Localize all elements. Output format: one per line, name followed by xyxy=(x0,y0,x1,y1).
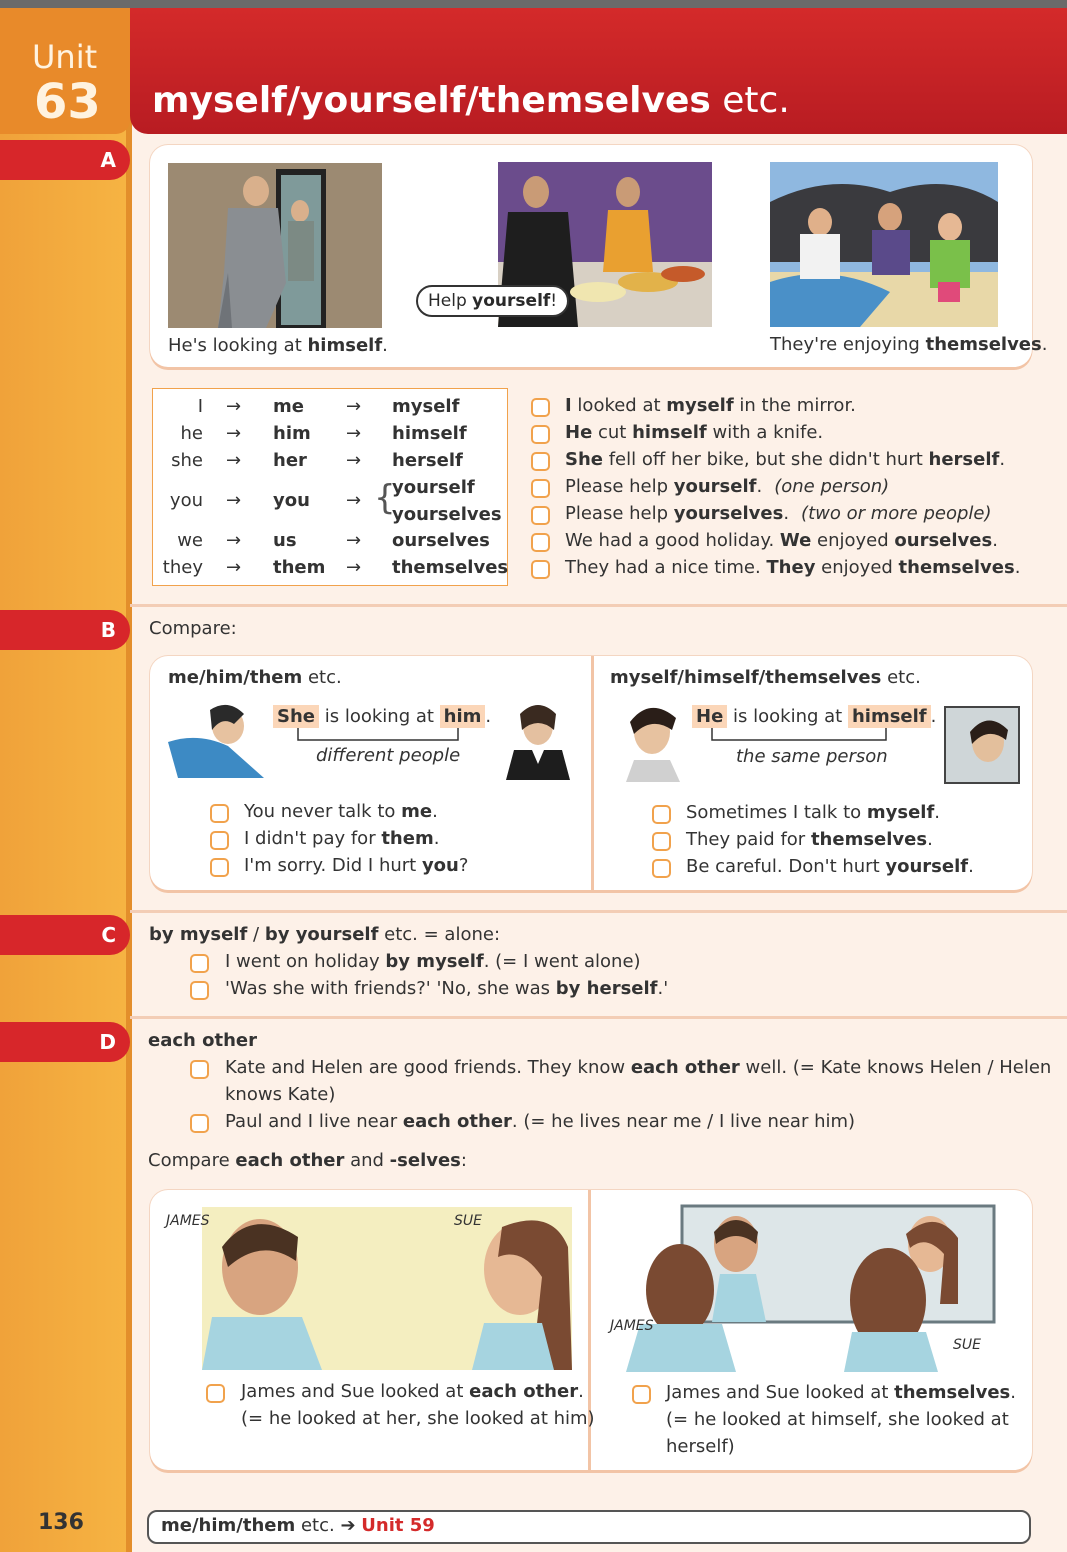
section-tab-a xyxy=(0,140,130,180)
example-text xyxy=(565,422,823,443)
example-checkbox xyxy=(531,479,550,498)
example-text xyxy=(241,1381,584,1402)
by-myself-heading xyxy=(149,924,500,945)
different-people-note: different people xyxy=(316,745,461,766)
top-border xyxy=(0,0,1067,8)
highlight-himself: himself xyxy=(848,705,931,728)
ex-post: . (= he lives near me / I live near him) xyxy=(511,1111,856,1132)
ex-bold: themselves xyxy=(810,829,928,850)
example-checkbox xyxy=(190,1060,209,1079)
ex-bold: each other xyxy=(469,1381,579,1402)
pronoun-object: her xyxy=(273,450,307,471)
ex-pre: 'Was she with friends?' 'No, she was xyxy=(225,978,556,999)
example-text xyxy=(244,855,468,876)
highlight-he: He xyxy=(692,705,727,728)
ex-bold: himself xyxy=(632,422,707,443)
label-sue: SUE xyxy=(953,1337,981,1353)
ex-text: fell off her bike, but she didn't hurt xyxy=(603,449,929,470)
ex-bold: We xyxy=(779,530,812,551)
title-bold: myself/himself/themselves xyxy=(610,667,882,688)
ex-post: . (= I went alone) xyxy=(483,951,641,972)
ex-text: . xyxy=(968,856,974,877)
pronoun-reflexive: themselves xyxy=(392,557,509,578)
example-checkbox xyxy=(206,1384,225,1403)
arrow-icon: → xyxy=(226,396,242,417)
ex-text: Sometimes I talk to xyxy=(686,802,867,823)
ex-bold: yourselves xyxy=(673,503,784,524)
section-divider xyxy=(130,604,1067,607)
arrow-icon: → xyxy=(346,450,362,471)
illustration-man-portrait xyxy=(500,700,576,780)
ex-bold: I xyxy=(565,395,572,416)
same-person-note: the same person xyxy=(736,746,888,767)
pronoun-object: us xyxy=(273,530,297,551)
ex-text: . xyxy=(432,801,438,822)
example-text xyxy=(565,503,992,524)
sentence-middle: is looking at xyxy=(733,706,843,727)
ex-post: . xyxy=(578,1381,584,1402)
example-text xyxy=(565,476,889,497)
unit-badge xyxy=(0,8,130,134)
cross-reference[interactable] xyxy=(147,1510,1031,1544)
illustration-mirror-reflection xyxy=(944,706,1020,784)
caption-text: . xyxy=(1041,334,1048,355)
example-checkbox xyxy=(652,832,671,851)
example-checkbox xyxy=(210,858,229,877)
ex-text: . xyxy=(992,530,998,551)
sentence-dot: . xyxy=(930,706,937,727)
ex-text: enjoyed xyxy=(811,530,895,551)
ex-post: .' xyxy=(657,978,669,999)
ex-pre: James and Sue looked at xyxy=(666,1382,895,1403)
heading-sep: / xyxy=(247,924,265,945)
section-tab-b xyxy=(0,610,130,650)
page-number: 136 xyxy=(38,1510,84,1535)
section-tab-d xyxy=(0,1022,130,1062)
arrow-icon: → xyxy=(226,490,242,511)
pronoun-reflexive: myself xyxy=(392,396,460,417)
right-title xyxy=(610,667,921,688)
ex-pre: Kate and Helen are good friends. They know xyxy=(225,1057,631,1078)
ex-bold: by myself xyxy=(385,951,484,972)
pronoun-object: you xyxy=(273,490,310,511)
example-text-line2: (= he looked at her, she looked at him) xyxy=(241,1408,595,1429)
right-sentence xyxy=(692,706,936,727)
arrow-icon: → xyxy=(346,557,362,578)
arrow-icon: → xyxy=(346,423,362,444)
example-text xyxy=(686,802,940,823)
example-checkbox xyxy=(632,1385,651,1404)
ex-text: They paid for xyxy=(686,829,811,850)
section-b-label: B xyxy=(100,618,116,642)
example-checkbox xyxy=(210,831,229,850)
cross-reference-text xyxy=(161,1515,435,1536)
highlight-him: him xyxy=(440,705,486,728)
section-tab-c xyxy=(0,915,130,955)
ex-bold: them xyxy=(381,828,434,849)
ex-text: in the mirror. xyxy=(733,395,856,416)
ref-rest: etc. xyxy=(295,1515,335,1536)
pronoun-subject: you xyxy=(169,490,203,511)
example-text xyxy=(225,1057,1051,1078)
pronoun-object: him xyxy=(273,423,311,444)
pronoun-subject: they xyxy=(162,557,203,578)
bubble-text: Help xyxy=(428,291,473,311)
left-title xyxy=(168,667,342,688)
caption-text: They're enjoying xyxy=(770,334,926,355)
example-checkbox xyxy=(531,452,550,471)
ex-bold: herself xyxy=(928,449,1000,470)
label-james: JAMES xyxy=(610,1318,654,1334)
pronoun-object: them xyxy=(273,557,326,578)
pronoun-reflexive: herself xyxy=(392,450,463,471)
ex-bold: myself xyxy=(866,802,935,823)
compare-text: : xyxy=(460,1150,467,1171)
left-margin-column xyxy=(0,8,130,1552)
illustration-themselves-mirror xyxy=(626,1204,998,1372)
label-sue: SUE xyxy=(454,1213,482,1229)
example-note: (two or more people) xyxy=(801,503,992,524)
ex-pre: I went on holiday xyxy=(225,951,386,972)
section-c-label: C xyxy=(101,923,116,947)
compare-bold: each other xyxy=(235,1150,345,1171)
ex-text: I didn't pay for xyxy=(244,828,382,849)
ex-bold: yourself xyxy=(673,476,757,497)
title-rest: etc. xyxy=(881,667,921,688)
ex-text: . xyxy=(927,829,933,850)
unit-number: 63 xyxy=(34,74,101,130)
pronoun-reflexive: yourself xyxy=(392,477,475,498)
sentence-dot: . xyxy=(485,706,492,727)
title-bold: me/him/them xyxy=(168,667,303,688)
section-d-label: D xyxy=(99,1030,116,1054)
ex-post: well. (= Kate knows Helen / Helen xyxy=(739,1057,1052,1078)
pronoun-reflexive: yourselves xyxy=(392,504,502,525)
ex-bold: each other xyxy=(630,1057,740,1078)
example-checkbox xyxy=(531,560,550,579)
illustration-mirror-man xyxy=(168,163,382,328)
ex-bold: They xyxy=(766,557,816,578)
ex-bold: She xyxy=(565,449,603,470)
ex-text: with a knife. xyxy=(706,422,824,443)
ex-bold: each other xyxy=(402,1111,512,1132)
left-sentence xyxy=(273,706,491,727)
caption-bold: himself xyxy=(307,335,383,356)
example-text-line3: herself) xyxy=(666,1436,735,1457)
title-rest: etc. xyxy=(302,667,342,688)
pronoun-subject: I xyxy=(197,396,203,417)
ex-text: Be careful. Don't hurt xyxy=(686,856,886,877)
label-james: JAMES xyxy=(166,1213,210,1229)
heading-bold: by yourself xyxy=(264,924,379,945)
arrow-icon: → xyxy=(346,490,362,511)
ex-text: Please help xyxy=(565,476,674,497)
unit-word: Unit xyxy=(32,38,98,76)
ex-pre: James and Sue looked at xyxy=(241,1381,470,1402)
example-checkbox xyxy=(531,425,550,444)
ex-bold: themselves xyxy=(898,557,1015,578)
bubble-bold: yourself xyxy=(472,291,551,311)
heading-rest: etc. = alone: xyxy=(378,924,501,945)
ex-text: . xyxy=(934,802,941,823)
compare-text: and xyxy=(344,1150,390,1171)
ref-bold: me/him/them xyxy=(161,1515,296,1536)
example-text xyxy=(686,856,974,877)
example-text xyxy=(225,1111,855,1132)
ex-text: . xyxy=(756,476,763,497)
example-text xyxy=(244,801,438,822)
arrow-icon: → xyxy=(226,450,242,471)
ex-bold: yourself xyxy=(885,856,969,877)
ex-bold: me xyxy=(401,801,433,822)
ex-text: Please help xyxy=(565,503,674,524)
ex-text: You never talk to xyxy=(244,801,402,822)
compare-label: Compare: xyxy=(149,618,237,639)
illustration-each-other xyxy=(202,1207,572,1370)
bracket-line xyxy=(296,728,460,742)
pronoun-subject: we xyxy=(177,530,203,551)
pronoun-reflexive: himself xyxy=(392,423,467,444)
example-checkbox xyxy=(531,398,550,417)
bubble-text: ! xyxy=(550,291,558,311)
example-text-line2: (= he looked at himself, she looked at xyxy=(666,1409,1009,1430)
section-divider xyxy=(130,910,1067,913)
example-checkbox xyxy=(531,506,550,525)
example-checkbox xyxy=(190,981,209,1000)
ex-text: We had a good holiday. xyxy=(565,530,780,551)
example-checkbox xyxy=(652,859,671,878)
example-note: (one person) xyxy=(774,476,890,497)
compare-each-other xyxy=(148,1150,467,1171)
arrow-icon: ➔ xyxy=(340,1515,356,1536)
example-checkbox xyxy=(210,804,229,823)
caption-text: . xyxy=(382,335,388,356)
example-checkbox xyxy=(652,805,671,824)
ex-text: ? xyxy=(458,855,469,876)
pronoun-subject: he xyxy=(180,423,203,444)
sentence-middle: is looking at xyxy=(324,706,434,727)
brace: { xyxy=(374,478,396,518)
illustration-beach xyxy=(770,162,998,327)
pronoun-reflexive: ourselves xyxy=(392,530,490,551)
example-text xyxy=(225,951,641,972)
ex-post: . xyxy=(1010,1382,1016,1403)
panel-divider xyxy=(591,656,594,890)
page-title xyxy=(152,80,790,121)
caption-bold: themselves xyxy=(925,334,1042,355)
bracket-line xyxy=(710,728,888,742)
example-text xyxy=(565,530,998,551)
ex-bold: by herself xyxy=(555,978,658,999)
heading-bold: by myself xyxy=(149,924,248,945)
ex-text: cut xyxy=(592,422,633,443)
arrow-icon: → xyxy=(226,557,242,578)
example-text xyxy=(225,978,668,999)
each-other-heading: each other xyxy=(148,1030,257,1051)
ex-text: . xyxy=(433,828,440,849)
left-column-edge xyxy=(126,8,132,1552)
ex-text: I'm sorry. Did I hurt xyxy=(244,855,422,876)
unit-link[interactable]: Unit 59 xyxy=(361,1515,435,1536)
ex-text: . xyxy=(783,503,790,524)
compare-text: Compare xyxy=(148,1150,236,1171)
section-divider xyxy=(130,1016,1067,1019)
ex-text: looked at xyxy=(571,395,667,416)
compare-bold: -selves xyxy=(389,1150,461,1171)
arrow-icon: → xyxy=(346,396,362,417)
illustration-girl-looking xyxy=(168,702,266,780)
arrow-icon: → xyxy=(226,530,242,551)
example-text xyxy=(686,829,933,850)
highlight-she: She xyxy=(273,705,319,728)
speech-bubble xyxy=(416,285,569,317)
example-text xyxy=(565,557,1020,578)
ex-bold: He xyxy=(565,422,593,443)
caption-mirror xyxy=(168,335,388,356)
ex-bold: ourselves xyxy=(894,530,993,551)
example-text xyxy=(244,828,439,849)
example-checkbox xyxy=(531,533,550,552)
example-checkbox xyxy=(190,1114,209,1133)
section-a-label: A xyxy=(100,148,116,172)
title-rest: etc. xyxy=(710,80,790,121)
ex-text: enjoyed xyxy=(815,557,899,578)
arrow-icon: → xyxy=(346,530,362,551)
example-checkbox xyxy=(190,954,209,973)
ex-bold: themselves xyxy=(894,1382,1011,1403)
pronoun-subject: she xyxy=(171,450,203,471)
ex-text: . xyxy=(1014,557,1021,578)
ex-bold: you xyxy=(421,855,459,876)
title-bold: myself/yourself/themselves xyxy=(152,80,711,121)
arrow-icon: → xyxy=(226,423,242,444)
example-text xyxy=(565,449,1005,470)
example-text-line2: knows Kate) xyxy=(225,1084,336,1105)
ex-bold: myself xyxy=(666,395,734,416)
ex-text: They had a nice time. xyxy=(565,557,767,578)
caption-beach xyxy=(770,334,1047,355)
ex-text: . xyxy=(999,449,1006,470)
pronoun-object: me xyxy=(273,396,304,417)
example-text xyxy=(565,395,856,416)
example-text xyxy=(666,1382,1016,1403)
caption-text: He's looking at xyxy=(168,335,308,356)
illustration-boy-thinking xyxy=(616,702,688,782)
ex-pre: Paul and I live near xyxy=(225,1111,403,1132)
